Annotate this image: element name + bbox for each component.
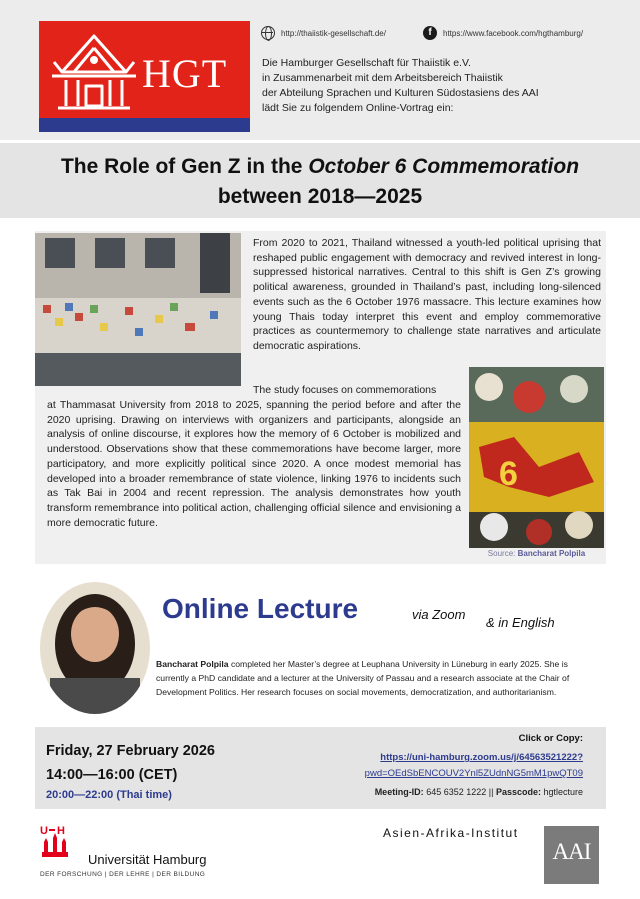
- via-zoom-label: via Zoom: [412, 607, 466, 622]
- speaker-bio: Bancharat Polpila completed her Master’s degree at Leuphana University in Lüneburg in early 2025. She is currently a PhD candidate and a lecturer at the University of Passau and a research associate at the Chair of Development Politics. Her research focuses on social movements, democratization, and authoritarianism.: [156, 659, 570, 697]
- photo-caption: Source: Bancharat Polpila: [487, 549, 586, 558]
- title-line-2: between 2018—2025: [217, 185, 423, 208]
- event-datetime: [46, 739, 215, 787]
- svg-text:U: U: [40, 825, 48, 837]
- facebook-icon: f: [423, 26, 437, 40]
- temple-icon: [48, 32, 140, 112]
- institute-name: Asien-Afrika-Institut: [383, 826, 519, 840]
- abstract-paragraph-2: at Thammasat University from 2018 to 2025, spanning the period before and after the 2020 uprising. Drawing on interviews with organizers and participants, alongside an analysis of online discourse, it explores how the memory of 6 October is mobilized and understood. Observations show that these commemorations have become larger, more participatory, and more explicitly political since 2020. A once modest memorial has developed into a broader remembrance of state violence, linking 1976 to incidents such as Tak Bai in 2004 and recent repression. The analysis demonstrates how youth transform remembrance into political action, challenging official silence and envisioning a more democratic future.: [47, 399, 461, 529]
- zoom-link-continued[interactable]: pwd=OEdSbENCOUV2Ynl5ZUdnNG5mM1pwQT09: [364, 768, 583, 779]
- lecture-title: [0, 152, 640, 212]
- photo-credit: Bancharat Polpila: [517, 549, 586, 558]
- click-copy-label: Click or Copy:: [518, 733, 583, 744]
- passcode: hgtlecture: [540, 787, 583, 797]
- globe-icon: [261, 26, 275, 40]
- website-link[interactable]: [261, 26, 386, 40]
- intro-line: lädt Sie zu folgendem Online-Vortrag ein:: [262, 102, 454, 114]
- speaker-portrait: [40, 582, 150, 714]
- uhh-logo: [40, 822, 70, 860]
- abstract-paragraph-2-start: The study focuses on commemorations: [253, 384, 437, 396]
- facebook-link-text[interactable]: https://www.facebook.com/hgthamburg/: [443, 28, 584, 38]
- event-date: Friday, 27 February 2026: [46, 743, 215, 759]
- invitation-text: [262, 56, 632, 116]
- meeting-id: 645 6352 1222 ||: [423, 787, 496, 797]
- intro-line: in Zusammenarbeit mit dem Arbeitsbereich Thaiistik: [262, 72, 503, 84]
- svg-text:6: 6: [499, 455, 518, 493]
- speaker-name: Bancharat Polpila: [156, 659, 229, 669]
- facebook-link[interactable]: [423, 26, 583, 40]
- event-time-cet: 14:00—16:00 (CET): [46, 767, 178, 783]
- svg-text:H: H: [57, 825, 65, 837]
- flower-memorial-photo: [469, 367, 604, 548]
- title-line-1: The Role of Gen Z in the October 6 Commemoration: [60, 155, 580, 178]
- hgt-logo-text: HGT: [142, 51, 228, 96]
- aai-logo: [544, 826, 599, 884]
- intro-line: der Abteilung Sprachen und Kulturen Südostasiens des AAI: [262, 87, 539, 99]
- website-link-text[interactable]: http://thaiistik-gesellschaft.de/: [281, 28, 386, 38]
- language-label: & in English: [486, 615, 555, 630]
- abstract-paragraph-1: From 2020 to 2021, Thailand witnessed a youth-led political uprising that reshaped public engagement with democracy and revived interest in long-suppressed historical narratives. Central to this shift is Gen Z’s growing political awareness, grounded in Thailand’s past, including long-silenced events such as the 6 October 1976 massacre. This lecture examines how young Thais today interpret this event and employ commemorative practices as countermemory to challenge state narratives and articulate democratic aspirations.: [253, 237, 601, 352]
- uhh-name: Universität Hamburg: [88, 852, 207, 867]
- online-lecture-heading: Online Lecture: [162, 593, 359, 624]
- event-time-thai: 20:00—22:00 (Thai time): [46, 789, 172, 801]
- zoom-link[interactable]: https://uni-hamburg.zoom.us/j/64563521222?: [380, 752, 583, 763]
- memorial-wall-photo: [35, 233, 241, 386]
- hgt-logo-stripe: [39, 118, 250, 132]
- aai-logo-text: AAI: [552, 839, 591, 864]
- uhh-motto: DER FORSCHUNG | DER LEHRE | DER BILDUNG: [40, 871, 206, 878]
- title-italic: October 6 Commemoration: [308, 155, 580, 178]
- intro-line: Die Hamburger Gesellschaft für Thaiistik e.V.: [262, 57, 471, 69]
- meeting-info: Meeting-ID: 645 6352 1222 || Passcode: hgtlecture: [374, 787, 583, 797]
